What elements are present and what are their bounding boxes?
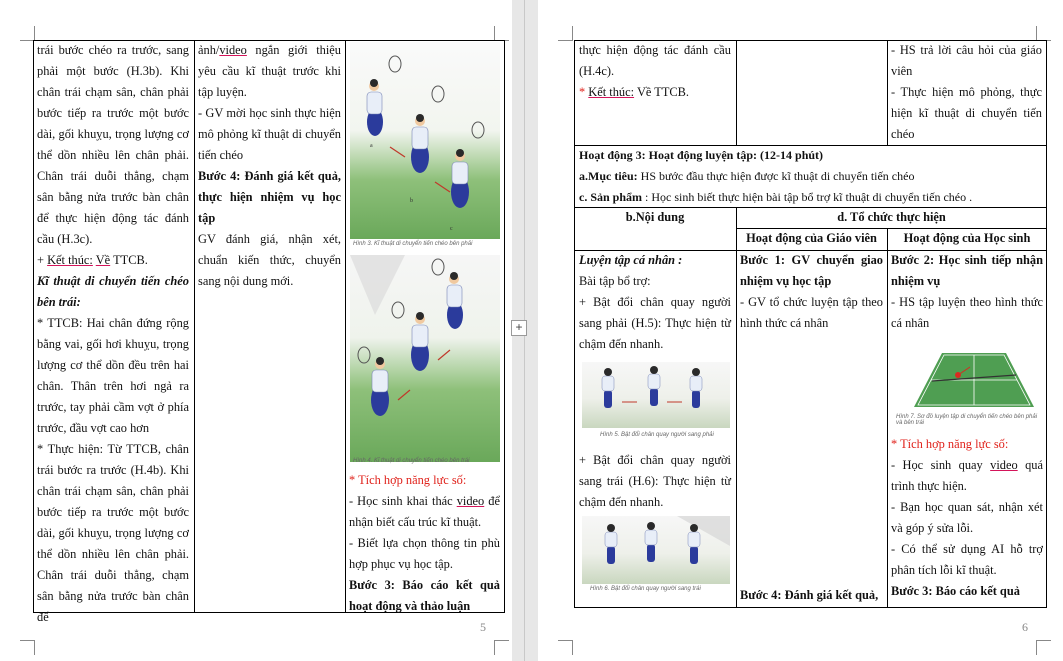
- page-number: 5: [480, 620, 486, 634]
- paragraph: - Có thể sử dụng AI hỗ trợ phân tích lỗi kĩ thuật.: [891, 542, 1043, 577]
- step-1-heading: Bước 1: GV chuyển giao nhiệm vụ học tập: [740, 253, 883, 288]
- exercise-2-block: [579, 450, 731, 514]
- figure-6-caption: Hình 6. Bật đổi chân quay người sang trái: [590, 586, 701, 592]
- paragraph: - Học sinh khai thác video để nhận biết cấu trúc kĩ thuật.: [349, 494, 500, 529]
- student-header: Hoạt động của Học sinh: [903, 231, 1031, 245]
- paragraph: thực hiện động tác đánh cầu (H.4c).: [579, 43, 731, 78]
- section-heading: Kĩ thuật di chuyển tiến chéo bên trái:: [37, 274, 189, 309]
- page-number: 6: [1022, 620, 1028, 634]
- objective: a.Mục tiêu: HS bước đầu thực hiện được kĩ thuật di chuyển tiến chéo: [579, 169, 915, 183]
- exercise-illustration: [582, 516, 730, 584]
- content-header: b.Nội dung: [625, 210, 685, 224]
- paragraph: - Học sinh quay video quá trình thực hiện.: [891, 458, 1043, 493]
- exercise-2: + Bật đổi chân quay người sang trái (H.6): Thực hiện từ chậm đến nhanh.: [579, 453, 731, 509]
- figure-5-image: [582, 362, 730, 428]
- step-4-heading: Bước 4: Đánh giá kết quả,: [740, 588, 879, 602]
- figure-6-image: [582, 516, 730, 584]
- paragraph: ảnh/video ngắn giới thiệu yêu cầu kĩ thuật trước khi tập luyện.: [198, 43, 341, 99]
- paragraph: - Bạn học quan sát, nhận xét và góp ý sửa lỗi.: [891, 500, 1043, 535]
- crop-mark: [558, 26, 573, 41]
- crop-mark: [558, 640, 573, 655]
- crop-mark: [494, 640, 509, 655]
- paragraph: + Kết thúc: Về TTCB.: [37, 253, 148, 267]
- teacher-practice-column: [740, 250, 883, 360]
- badminton-player-illustration: [350, 255, 500, 462]
- exercise-1: + Bật đổi chân quay người sang phải (H.5): Thực hiện từ chậm đến nhanh.: [579, 295, 731, 351]
- paragraph: - Biết lựa chọn thông tin phù hợp phục vụ học tập.: [349, 536, 500, 571]
- activity-3-block: [579, 145, 1043, 207]
- paragraph: - GV mời học sinh thực hiện mô phỏng kĩ thuật di chuyển tiến chéo: [198, 106, 341, 162]
- paragraph: trái bước chéo ra trước, sang phải một bước (H.3b). Khi chân trái chạm sân, chân phải bước tiếp ra trước một bước dài, gối khuỵu, trọng lượng cơ thể dồn nhiều lên chân phải. Chân trái duỗi thẳng, chạm sân bằng nửa trước bàn chân để thực hiện động tác đánh cầu (H.3c).: [37, 43, 189, 246]
- digital-competence-heading: * Tích hợp năng lực số:: [891, 437, 1009, 451]
- court-diagram: [894, 345, 1042, 413]
- figure-7-caption: Hình 7. Sơ đồ luyện tập di chuyển tiến chéo bên phải và bên trái: [896, 414, 1038, 426]
- crop-mark: [20, 26, 35, 41]
- paragraph: Bài tập bổ trợ:: [579, 274, 651, 288]
- organization-header: d. Tổ chức thực hiện: [837, 210, 946, 224]
- paragraph: * Kết thúc: Về TTCB.: [579, 85, 690, 99]
- crop-mark: [494, 26, 509, 41]
- figure-7-court-diagram: [894, 345, 1042, 413]
- document-page-6: [538, 0, 1063, 661]
- practice-content: [579, 250, 731, 360]
- figure-4-image: [350, 255, 500, 462]
- student-activity-cell: [891, 40, 1042, 145]
- paragraph: - HS tập luyện theo hình thức cá nhân: [891, 295, 1043, 330]
- step-3-heading: Bước 3: Báo cáo kết quả: [891, 584, 1020, 598]
- crop-mark: [1036, 640, 1051, 655]
- lesson-content-cell: [579, 40, 731, 140]
- figure-3-image: [350, 42, 500, 239]
- paragraph: - GV tổ chức luyện tập theo hình thức cá nhân: [740, 295, 883, 330]
- badminton-player-illustration: [350, 42, 500, 239]
- figure-4-caption: Hình 4. Kĩ thuật di chuyển tiến chéo bên trái: [353, 458, 470, 464]
- svg-text:b: b: [410, 198, 413, 204]
- paragraph: * TTCB: Hai chân đứng rộng bằng vai, gối hơi khuỵu, trọng lượng cơ thể dồn đều trên hai chân. Thân trên hơi ngả ra trước, tay phải cầm vợt ở phía trước, đầu vợt cao hơn: [37, 316, 189, 435]
- exercise-illustration: [582, 362, 730, 428]
- document-page-5: [0, 0, 512, 661]
- step-3-heading: Bước 3: Báo cáo kết quả hoạt động và thảo luận: [349, 578, 500, 613]
- paragraph: GV đánh giá, nhận xét, chuẩn kiến thức, chuyển sang nội dung mới.: [198, 232, 341, 288]
- teacher-activity-column: [198, 40, 341, 612]
- add-column-button[interactable]: +: [511, 320, 527, 336]
- activity-3-title: Hoạt động 3: Hoạt động luyện tập: (12-14 phút): [579, 148, 824, 162]
- student-practice-column: [891, 250, 1043, 340]
- teacher-header: Hoạt động của Giáo viên: [746, 231, 877, 245]
- step-2-heading: Bước 2: Học sinh tiếp nhận nhiệm vụ: [891, 253, 1043, 288]
- digital-competence-block: [349, 470, 500, 612]
- practice-title: Luyện tập cá nhân :: [579, 253, 683, 267]
- svg-text:c: c: [450, 226, 453, 232]
- lesson-content-column: [37, 40, 189, 624]
- digital-competence-heading: * Tích hợp năng lực số:: [349, 473, 467, 487]
- product: c. Sản phẩm : Học sinh biết thực hiện bài tập bổ trợ kĩ thuật di chuyển tiến chéo .: [579, 190, 973, 204]
- figure-5-caption: Hình 5. Bật đổi chân quay người sang phải: [600, 432, 714, 438]
- step-4-heading: Bước 4: Đánh giá kết quả, thực hiện nhiệm vụ học tập: [198, 169, 341, 225]
- crop-mark: [1036, 26, 1051, 41]
- paragraph: * Thực hiện: Từ TTCB, chân trái bước ra trước (H.4b). Khi chân trái chạm sân, chân phải bước tiếp ra trước một bước dài, gối khuỵu, trọng lượng cơ thể dồn nhiều lên chân phải. Chân trái duỗi thẳng, chạm sân bằng nửa trước bàn chân để: [37, 442, 189, 624]
- figure-3-caption: Hình 3. Kĩ thuật di chuyển tiến chéo bên phải: [353, 241, 473, 247]
- digital-competence-block: [891, 434, 1043, 607]
- svg-text:a: a: [370, 143, 373, 149]
- crop-mark: [20, 640, 35, 655]
- paragraph: - Thực hiện mô phỏng, thực hiện kĩ thuật di chuyển tiến chéo: [891, 85, 1042, 141]
- paragraph: - HS trả lời câu hỏi của giáo viên: [891, 43, 1042, 78]
